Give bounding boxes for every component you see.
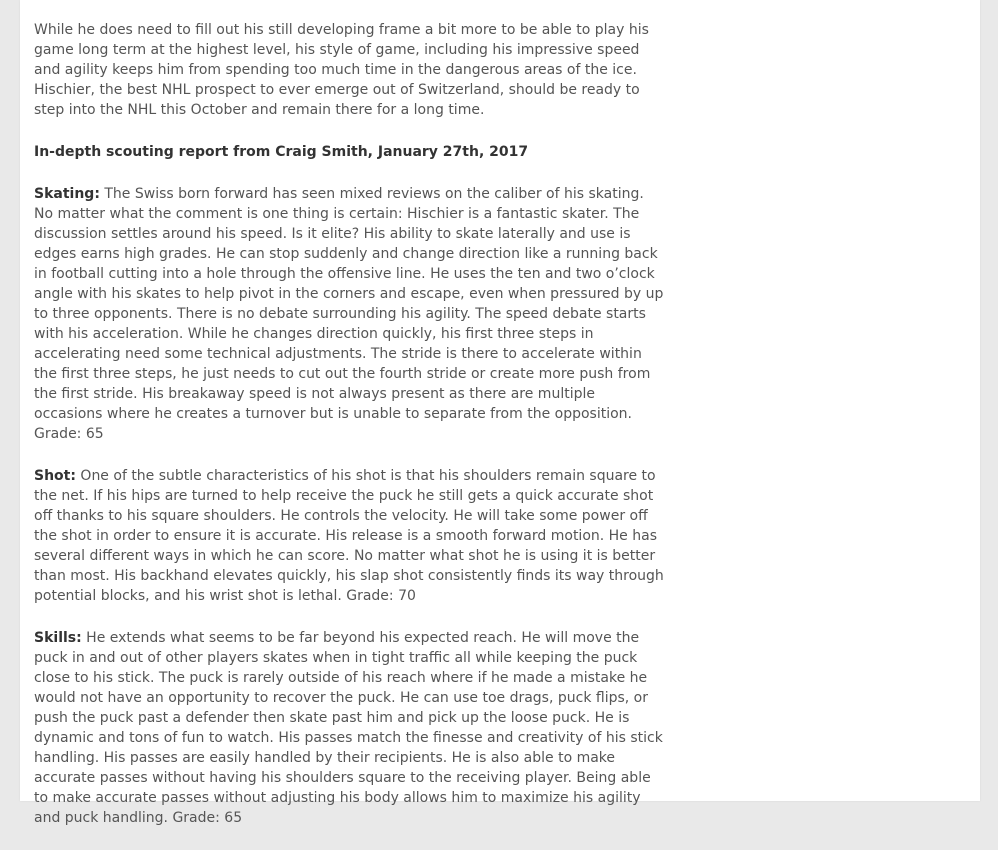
skills-label: Skills: [34, 630, 82, 646]
shot-text: One of the subtle characteristics of his shot is that his shoulders remain square to the net. If his hips are turned to help receive the puck he still gets a quick accurate shot off thanks to his square shoulders. He controls the velocity. He will take some power off the shot in order to ensure it is accurate. His release is a smooth forward motion. He has several different ways in which he can score. No matter what shot he is using it is better than most. His backhand elevates quickly, his slap shot consistently finds its way through potential blocks, and his wrist shot is lethal. Grade: 70 [34, 468, 664, 604]
article-body [34, 20, 664, 850]
skating-paragraph [34, 184, 664, 444]
skating-text: The Swiss born forward has seen mixed reviews on the caliber of his skating. No matter what the comment is one thing is certain: Hischier is a fantastic skater. The discussion settles around his speed. Is it elite? His ability to skate laterally and use is edges earns high grades. He can stop suddenly and change direction like a running back in football cutting into a hole through the offensive line. He uses the ten and two o’clock angle with his skates to help pivot in the corners and escape, even when pressured by up to three opponents. There is no debate surrounding his agility. The speed debate starts with his acceleration. While he changes direction quickly, his first three steps in accelerating need some technical adjustments. The stride is there to accelerate within the first three steps, he just needs to cut out the fourth stride or create more push from the first stride. His breakaway speed is not always present as there are multiple occasions where he creates a turnover but is unable to separate from the opposition. Grade: 65 [34, 186, 664, 442]
shot-label: Shot: [34, 468, 76, 484]
skills-paragraph [34, 628, 664, 828]
article-page [20, 0, 980, 826]
skills-text: He extends what seems to be far beyond his expected reach. He will move the puck in and out of other players skates when in tight traffic all while keeping the puck close to his stick. The puck is rarely outside of his reach where if he made a mistake he would not have an opportunity to recover the puck. He can use toe drags, puck flips, or push the puck past a defender then skate past him and pick up the loose puck. He is dynamic and tons of fun to watch. His passes match the finesse and creativity of his stick handling. His passes are easily handled by their recipients. He is also able to make accurate passes without having his shoulders square to the receiving player. Being able to make accurate passes without adjusting his body allows him to maximize his agility and puck handling. Grade: 65 [34, 630, 663, 826]
shot-paragraph [34, 466, 664, 606]
intro-paragraph: While he does need to fill out his still developing frame a bit more to be able to play his game long term at the highest level, his style of game, including his impressive speed and agility keeps him from spending too much time in the dangerous areas of the ice. Hischier, the best NHL prospect to ever emerge out of Switzerland, should be ready to step into the NHL this October and remain there for a long time. [34, 22, 649, 118]
skating-label: Skating: [34, 186, 100, 202]
scouting-report-heading: In-depth scouting report from Craig Smith, January 27th, 2017 [34, 144, 529, 160]
